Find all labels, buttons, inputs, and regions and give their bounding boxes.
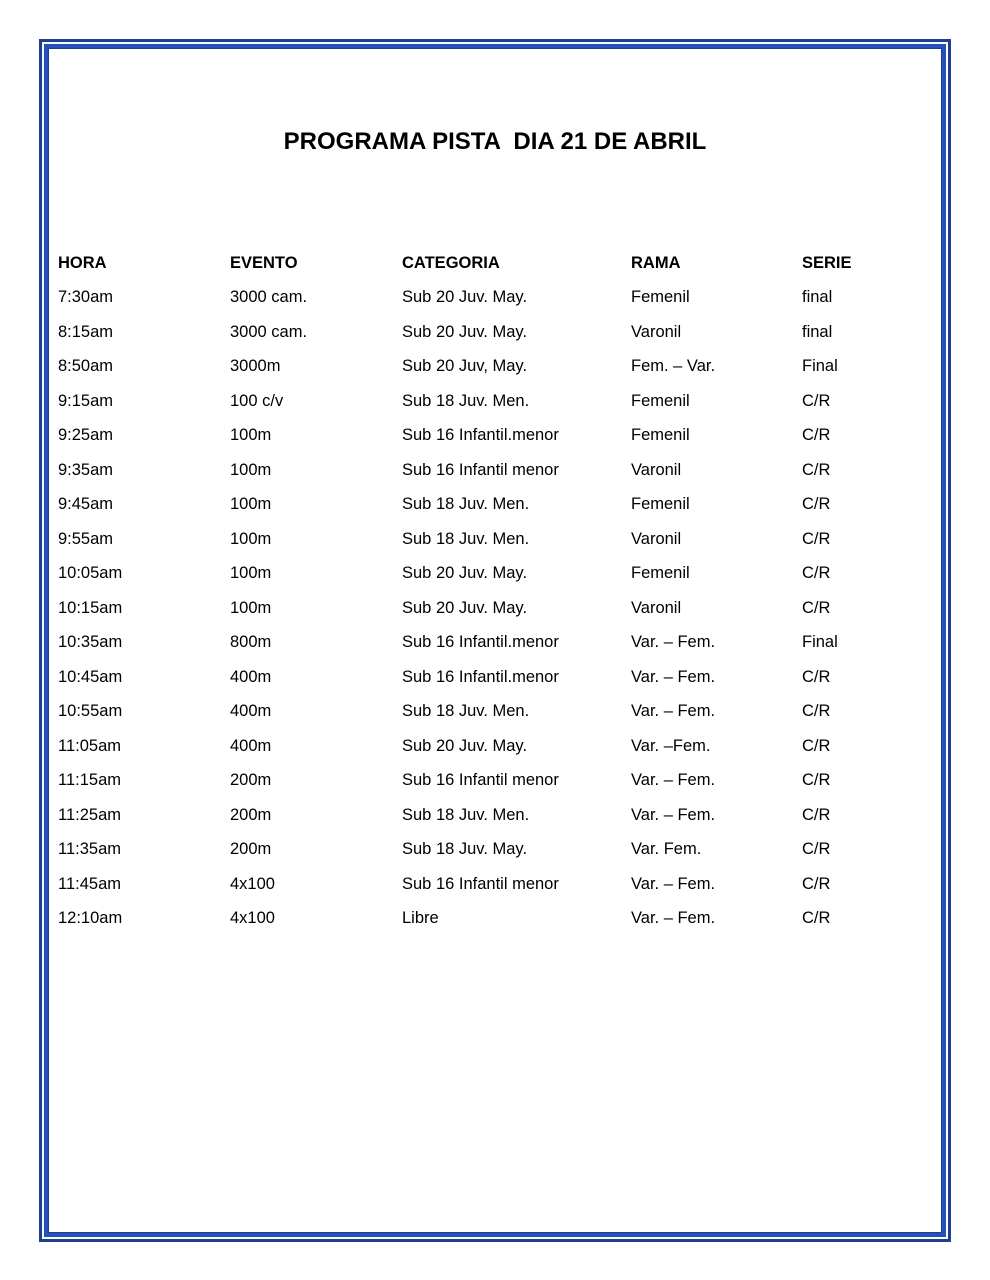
cell-rama: Varonil xyxy=(631,529,682,548)
cell-categoria: Sub 20 Juv. May. xyxy=(402,736,528,755)
cell-serie: C/R xyxy=(802,909,831,928)
cell-hora: 11:45am xyxy=(58,874,121,893)
cell-serie: C/R xyxy=(802,667,831,686)
cell-rama: Var. – Fem. xyxy=(631,909,716,928)
table-row xyxy=(58,384,922,419)
cell-rama: Var. – Fem. xyxy=(631,702,716,721)
cell-categoria: Sub 16 Infantil.menor xyxy=(402,426,559,445)
cell-evento: 100m xyxy=(230,598,272,617)
cell-hora: 11:15am xyxy=(58,771,121,790)
header-categoria: CATEGORIA xyxy=(402,253,500,272)
cell-hora: 10:35am xyxy=(58,633,123,652)
table-row xyxy=(58,557,922,592)
cell-categoria: Sub 16 Infantil menor xyxy=(402,460,559,479)
table-row xyxy=(58,660,922,695)
cell-hora: 10:45am xyxy=(58,667,123,686)
cell-serie: C/R xyxy=(802,529,831,548)
cell-rama: Var. –Fem. xyxy=(631,736,711,755)
cell-evento: 100m xyxy=(230,495,272,514)
cell-serie: C/R xyxy=(802,840,831,859)
cell-serie: C/R xyxy=(802,874,831,893)
header-evento: EVENTO xyxy=(230,253,298,272)
cell-hora: 7:30am xyxy=(58,288,114,307)
cell-hora: 8:50am xyxy=(58,357,114,376)
cell-hora: 11:35am xyxy=(58,840,121,859)
cell-evento: 800m xyxy=(230,633,272,652)
cell-rama: Femenil xyxy=(631,426,690,445)
table-row xyxy=(58,902,922,937)
cell-rama: Femenil xyxy=(631,495,690,514)
cell-evento: 400m xyxy=(230,736,272,755)
schedule-body xyxy=(58,281,922,937)
cell-rama: Var. – Fem. xyxy=(631,874,716,893)
table-row xyxy=(58,833,922,868)
table-row xyxy=(58,867,922,902)
page-title: PROGRAMA PISTA DIA 21 DE ABRIL xyxy=(283,128,707,155)
cell-serie: Final xyxy=(802,633,838,652)
cell-evento: 100m xyxy=(230,564,272,583)
cell-categoria: Sub 16 Infantil menor xyxy=(402,874,559,893)
table-row xyxy=(58,419,922,454)
cell-categoria: Sub 16 Infantil.menor xyxy=(402,667,559,686)
cell-rama: Var. – Fem. xyxy=(631,805,716,824)
cell-evento: 4x100 xyxy=(230,909,275,928)
table-header-row xyxy=(58,246,922,281)
cell-evento: 100m xyxy=(230,460,272,479)
cell-evento: 200m xyxy=(230,840,272,859)
cell-evento: 3000 cam. xyxy=(230,322,308,341)
table-row xyxy=(58,522,922,557)
cell-rama: Femenil xyxy=(631,564,690,583)
cell-hora: 12:10am xyxy=(58,909,123,928)
cell-evento: 4x100 xyxy=(230,874,275,893)
cell-evento: 400m xyxy=(230,667,272,686)
cell-categoria: Sub 18 Juv. Men. xyxy=(402,805,530,824)
header-hora: HORA xyxy=(58,253,107,272)
cell-evento: 100m xyxy=(230,529,272,548)
cell-evento: 100 c/v xyxy=(230,391,284,410)
cell-hora: 10:05am xyxy=(58,564,123,583)
header-serie: SERIE xyxy=(802,253,852,272)
cell-categoria: Sub 20 Juv. May. xyxy=(402,322,528,341)
cell-categoria: Sub 16 Infantil.menor xyxy=(402,633,559,652)
cell-serie: C/R xyxy=(802,805,831,824)
cell-categoria: Sub 18 Juv. Men. xyxy=(402,495,530,514)
cell-hora: 9:25am xyxy=(58,426,114,445)
header-rama: RAMA xyxy=(631,253,681,272)
schedule-table xyxy=(58,246,922,936)
table-row xyxy=(58,453,922,488)
cell-hora: 9:55am xyxy=(58,529,114,548)
cell-hora: 8:15am xyxy=(58,322,114,341)
cell-rama: Var. – Fem. xyxy=(631,633,716,652)
table-row xyxy=(58,591,922,626)
cell-categoria: Sub 20 Juv, May. xyxy=(402,357,528,376)
cell-evento: 400m xyxy=(230,702,272,721)
table-row xyxy=(58,695,922,730)
cell-evento: 200m xyxy=(230,805,272,824)
cell-categoria: Sub 20 Juv. May. xyxy=(402,564,528,583)
cell-rama: Var. Fem. xyxy=(631,840,702,859)
cell-serie: final xyxy=(802,322,833,341)
table-row xyxy=(58,350,922,385)
table-row xyxy=(58,798,922,833)
table-row xyxy=(58,488,922,523)
table-row xyxy=(58,281,922,316)
cell-rama: Varonil xyxy=(631,322,682,341)
cell-evento: 3000m xyxy=(230,357,281,376)
cell-hora: 11:05am xyxy=(58,736,121,755)
cell-hora: 9:35am xyxy=(58,460,114,479)
cell-serie: C/R xyxy=(802,598,831,617)
cell-evento: 200m xyxy=(230,771,272,790)
cell-rama: Fem. – Var. xyxy=(631,357,716,376)
cell-categoria: Sub 18 Juv. Men. xyxy=(402,702,530,721)
cell-rama: Femenil xyxy=(631,288,690,307)
cell-serie: C/R xyxy=(802,702,831,721)
cell-rama: Var. – Fem. xyxy=(631,771,716,790)
cell-serie: C/R xyxy=(802,564,831,583)
cell-serie: final xyxy=(802,288,833,307)
cell-hora: 11:25am xyxy=(58,805,121,824)
cell-serie: Final xyxy=(802,357,838,376)
cell-rama: Femenil xyxy=(631,391,690,410)
cell-hora: 10:55am xyxy=(58,702,123,721)
cell-rama: Varonil xyxy=(631,460,682,479)
cell-serie: C/R xyxy=(802,391,831,410)
cell-serie: C/R xyxy=(802,736,831,755)
table-row xyxy=(58,764,922,799)
cell-rama: Varonil xyxy=(631,598,682,617)
table-row xyxy=(58,626,922,661)
cell-categoria: Sub 18 Juv. May. xyxy=(402,840,528,859)
cell-evento: 100m xyxy=(230,426,272,445)
cell-hora: 10:15am xyxy=(58,598,123,617)
cell-hora: 9:45am xyxy=(58,495,114,514)
cell-categoria: Libre xyxy=(402,909,439,928)
cell-serie: C/R xyxy=(802,426,831,445)
cell-serie: C/R xyxy=(802,771,831,790)
table-row xyxy=(58,729,922,764)
table-row xyxy=(58,315,922,350)
cell-hora: 9:15am xyxy=(58,391,114,410)
cell-categoria: Sub 18 Juv. Men. xyxy=(402,391,530,410)
cell-evento: 3000 cam. xyxy=(230,288,308,307)
cell-categoria: Sub 18 Juv. Men. xyxy=(402,529,530,548)
cell-rama: Var. – Fem. xyxy=(631,667,716,686)
cell-categoria: Sub 20 Juv. May. xyxy=(402,598,528,617)
cell-categoria: Sub 20 Juv. May. xyxy=(402,288,528,307)
cell-serie: C/R xyxy=(802,460,831,479)
cell-categoria: Sub 16 Infantil menor xyxy=(402,771,559,790)
cell-serie: C/R xyxy=(802,495,831,514)
